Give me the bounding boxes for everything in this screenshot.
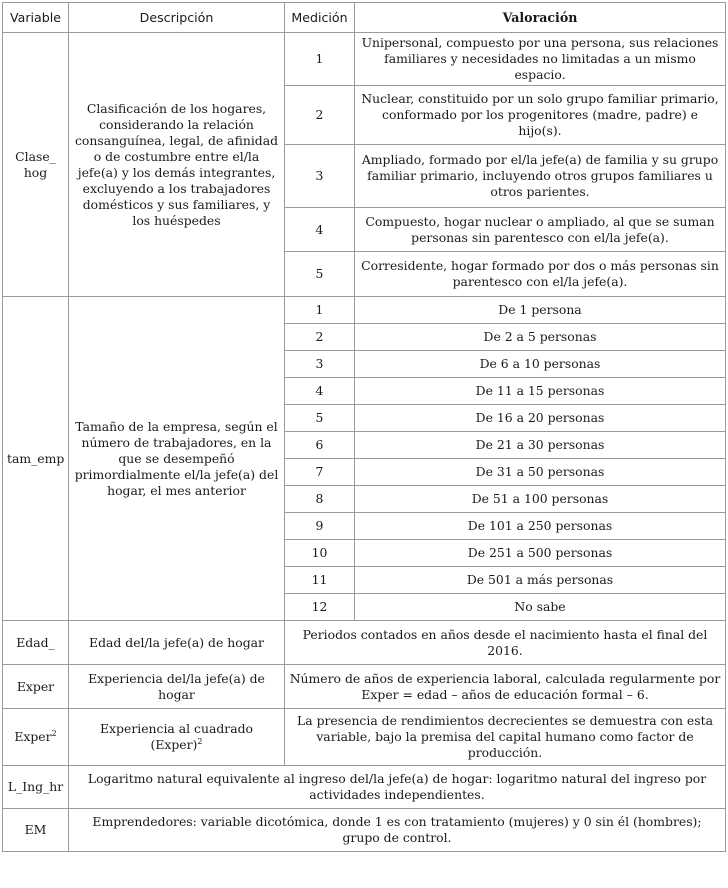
em-variable: EM [3, 809, 69, 852]
header-valoracion: Valoración [355, 3, 726, 33]
header-row [3, 3, 726, 33]
medicion-cell: 8 [285, 486, 355, 513]
exper-descripcion: Experiencia del/la jefe(a) de hogar [69, 665, 285, 709]
valoracion-cell: De 101 a 250 personas [355, 513, 726, 540]
medicion-cell: 5 [285, 252, 355, 297]
valoracion-cell: Ampliado, formado por el/la jefe(a) de familia y su grupo familiar primario, incluyendo otros grupos familiares u otros parientes. [355, 145, 726, 208]
exper-valoracion: Número de años de experiencia laboral, calculada regularmente por Exper = edad – años de educación formal – 6. [285, 665, 726, 709]
medicion-cell: 7 [285, 459, 355, 486]
valoracion-cell: De 2 a 5 personas [355, 324, 726, 351]
edad-valoracion: Periodos contados en años desde el nacimiento hasta el final del 2016. [285, 621, 726, 665]
medicion-cell: 4 [285, 378, 355, 405]
medicion-cell: 3 [285, 145, 355, 208]
medicion-cell: 5 [285, 405, 355, 432]
clase-hog-descripcion: Clasificación de los hogares, considerando la relación consanguínea, legal, de afinidad o de costumbre entre el/la jefe(a) y los demás integrantes, excluyendo a los trabajadores domésticos y sus familiares, y los huéspedes [69, 33, 285, 297]
medicion-cell: 2 [285, 86, 355, 145]
valoracion-cell: De 21 a 30 personas [355, 432, 726, 459]
exper2-descripcion-text: Experiencia al cuadrado (Exper) [100, 721, 253, 752]
medicion-cell: 12 [285, 594, 355, 621]
edad-descripcion: Edad del/la jefe(a) de hogar [69, 621, 285, 665]
valoracion-cell: Nuclear, constituido por un solo grupo familiar primario, conformado por los progenitores (madre, padre) e hijo(s). [355, 86, 726, 145]
valoracion-cell: De 16 a 20 personas [355, 405, 726, 432]
exper2-variable-sup: 2 [51, 728, 57, 738]
valoracion-cell: De 1 persona [355, 297, 726, 324]
header-variable: Variable [3, 3, 69, 33]
medicion-cell: 11 [285, 567, 355, 594]
tam-emp-variable: tam_emp [3, 297, 69, 621]
l-ing-hr-valoracion: Logaritmo natural equivalente al ingreso del/la jefe(a) de hogar: logaritmo natural del ingreso por actividades independientes. [69, 766, 726, 809]
medicion-cell: 9 [285, 513, 355, 540]
clase-hog-variable: Clase_ hog [3, 33, 69, 297]
l-ing-hr-variable: L_Ing_hr [3, 766, 69, 809]
header-descripcion: Descripción [69, 3, 285, 33]
table-row [3, 297, 726, 324]
valoracion-cell: De 11 a 15 personas [355, 378, 726, 405]
medicion-cell: 6 [285, 432, 355, 459]
table-row [3, 709, 726, 766]
exper-variable: Exper [3, 665, 69, 709]
table-row [3, 766, 726, 809]
medicion-cell: 10 [285, 540, 355, 567]
valoracion-cell: De 251 a 500 personas [355, 540, 726, 567]
valoracion-cell: De 31 a 50 personas [355, 459, 726, 486]
table-row [3, 33, 726, 86]
valoracion-cell: De 6 a 10 personas [355, 351, 726, 378]
edad-variable: Edad_ [3, 621, 69, 665]
medicion-cell: 1 [285, 297, 355, 324]
medicion-cell: 3 [285, 351, 355, 378]
exper2-variable-text: Exper [14, 729, 52, 744]
valoracion-cell: No sabe [355, 594, 726, 621]
medicion-cell: 2 [285, 324, 355, 351]
table-row [3, 621, 726, 665]
valoracion-cell: Unipersonal, compuesto por una persona, sus relaciones familiares y necesidades no limitadas a un mismo espacio. [355, 33, 726, 86]
em-valoracion: Emprendedores: variable dicotómica, donde 1 es con tratamiento (mujeres) y 0 sin él (hombres); grupo de control. [69, 809, 726, 852]
exper2-valoracion: La presencia de rendimientos decrecientes se demuestra con esta variable, bajo la premisa del capital humano como factor de producción. [285, 709, 726, 766]
valoracion-cell: De 501 a más personas [355, 567, 726, 594]
valoracion-cell: Compuesto, hogar nuclear o ampliado, al que se suman personas sin parentesco con el/la jefe(a). [355, 208, 726, 252]
medicion-cell: 1 [285, 33, 355, 86]
exper2-variable [3, 709, 69, 766]
exper2-descripcion [69, 709, 285, 766]
valoracion-cell: De 51 a 100 personas [355, 486, 726, 513]
variables-table [2, 2, 726, 852]
exper2-descripcion-sup: 2 [197, 736, 203, 746]
table-row [3, 809, 726, 852]
tam-emp-descripcion: Tamaño de la empresa, según el número de trabajadores, en la que se desempeñó primordialmente el/la jefe(a) del hogar, el mes anterior [69, 297, 285, 621]
header-medicion: Medición [285, 3, 355, 33]
table-row [3, 665, 726, 709]
medicion-cell: 4 [285, 208, 355, 252]
valoracion-cell: Corresidente, hogar formado por dos o más personas sin parentesco con el/la jefe(a). [355, 252, 726, 297]
